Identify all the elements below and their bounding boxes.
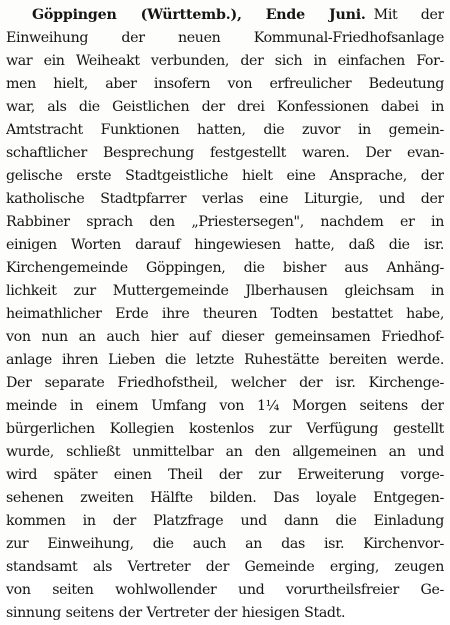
article-line-11: einigen Worten darauf hingewiesen hatte, daß die isr.	[6, 237, 444, 253]
article-line-18: meinde in einem Umfang von 1¼ Morgen seitens der	[6, 398, 444, 414]
article-line-17: Der separate Friedhofstheil, welcher der isr. Kirchenge-	[6, 375, 444, 391]
article-line-19: bürgerlichen Kollegien kostenlos zur Verfügung gestellt	[6, 421, 444, 437]
article-line-23: kommen in der Platzfrage und dann die Einladung	[6, 513, 444, 529]
article-dateline: Göppingen (Württemb.), Ende Juni.	[32, 7, 366, 23]
article-line-1	[6, 4, 444, 27]
article-line-5: war, als die Geistlichen der drei Konfessionen dabei in	[6, 99, 444, 115]
article-line-8: gelische erste Stadtgeistliche hielt eine Ansprache, der	[6, 168, 444, 184]
article-line-24: zur Einweihung, die auch an das isr. Kirchenvor-	[6, 536, 444, 552]
article-line-14: heimathlicher Erde ihre theuren Todten bestattet habe,	[6, 306, 444, 322]
article-line-6: Amtstracht Funktionen hatten, die zuvor in gemein-	[6, 122, 444, 138]
article-line-27: sinnung seitens der Vertreter der hiesigen Stadt.	[6, 605, 346, 621]
article-line-2: Einweihung der neuen Kommunal-Friedhofsanlage	[6, 30, 444, 46]
article-line-13: lichkeit zur Muttergemeinde Jlberhausen gleichsam in	[6, 283, 444, 299]
article-line-10: Rabbiner sprach den „Priestersegen", nachdem er in	[6, 214, 444, 230]
article-line-20: wurde, schließt unmittelbar an den allgemeinen an und	[6, 444, 444, 460]
article-line-text: Mit der	[373, 7, 444, 23]
article-line-9: katholische Stadtpfarrer verlas eine Liturgie, und der	[6, 191, 444, 207]
article-text	[6, 4, 444, 625]
article-line-7: schaftlicher Besprechung festgestellt waren. Der evan-	[6, 145, 444, 161]
article-line-12: Kirchengemeinde Göppingen, die bisher aus Anhäng-	[6, 260, 444, 276]
article-line-21: wird später einen Theil der zur Erweiterung vorge-	[6, 467, 444, 483]
article-line-16: anlage ihren Lieben die letzte Ruhestätte bereiten werde.	[6, 352, 444, 368]
article-line-15: von nun an auch hier auf dieser gemeinsamen Friedhof-	[6, 329, 444, 345]
article-line-3: war ein Weiheakt verbunden, der sich in einfachen For-	[6, 53, 444, 69]
article-line-4: men hielt, aber insofern von erfreulicher Bedeutung	[6, 76, 444, 92]
article-line-22: sehenen zweiten Hälfte bilden. Das loyale Entgegen-	[6, 490, 444, 506]
article-line-25: standsamt als Vertreter der Gemeinde erging, zeugen	[6, 559, 444, 575]
article-line-26: von seiten wohlwollender und vorurtheilsfreier Ge-	[6, 582, 444, 598]
